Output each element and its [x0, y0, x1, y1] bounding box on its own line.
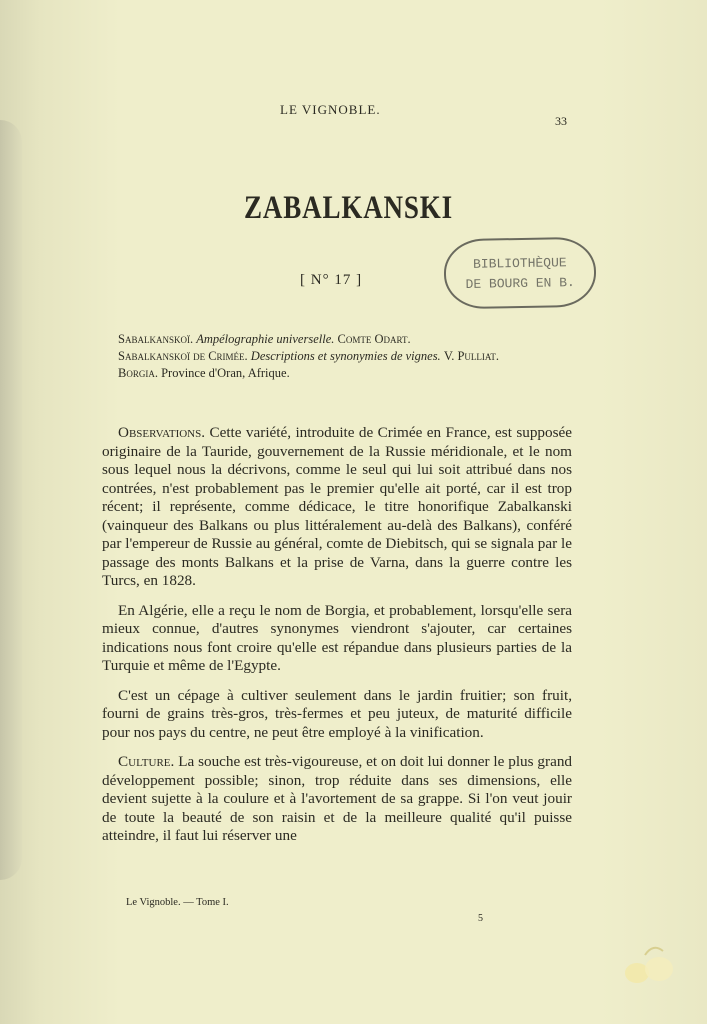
body-text: [102, 424, 572, 857]
reference-source: Ampélographie universelle.: [196, 332, 335, 346]
reference-author: Comte Odart.: [337, 332, 411, 346]
paragraph-text: Cette variété, introduite de Crimée en France, est supposée originaire de la Tauride, gouvernement de la Russie méridionale, et le nom sous lequel nous la décrivons, comme le seul qui lui soit attribué dans nos contrées, n'est probablement pas le premier qu'elle ait porté, car il est trop récent; il représente, comme dédicace, le titre honorifique Zabalkanski (vainqueur des Balkans ou plus littéralement au-delà des Balkans), conféré par l'empereur de Russie au général, comte de Diebitsch, qui se signala par le passage des monts Balkans et la prise de Varna, dans la guerre contre les Turcs, en 1828.: [102, 424, 572, 589]
reference-name: Borgia.: [118, 366, 158, 380]
paragraph-text: La souche est très-vigoureuse, et on doit lui donner le plus grand développement possible; sinon, trop réduite dans ses dimensions, elle devient sujette à la coulure et à l'avortement de sa grappe. Si l'on veut jouir de toute la beauté de son raisin et de la meilleure qualité qu'il puisse atteindre, il faut lui réserver une: [102, 753, 573, 844]
reference-source: Descriptions et synonymies de vignes.: [250, 349, 441, 363]
reference-author: V. Pulliat.: [443, 349, 500, 363]
reference-source: Province d'Oran, Afrique.: [161, 366, 290, 380]
variety-number: [ N° 17 ]: [300, 272, 363, 288]
reference-item: [118, 331, 578, 348]
page-title: ZABALKANSKI: [244, 190, 454, 226]
page-edge-shadow: [0, 120, 22, 880]
reference-name: Sabalkanskoï de Crimée.: [118, 349, 248, 363]
footer-note: Le Vignoble. — Tome I.: [126, 897, 229, 908]
stamp-line-1: BIBLIOTHÈQUE: [472, 255, 567, 272]
paragraph: [102, 602, 572, 676]
paragraph: [102, 753, 572, 846]
stamp-line-2: DE BOURG EN B.: [465, 275, 575, 292]
reference-item: [118, 365, 578, 382]
grape-leaf-icon: [615, 935, 685, 995]
paragraph-lead: Observations.: [118, 424, 206, 441]
references: [118, 331, 578, 382]
paragraph: [102, 687, 572, 743]
paragraph-lead: Culture.: [118, 753, 175, 770]
paragraph-text: En Algérie, elle a reçu le nom de Borgia, et probablement, lorsqu'elle sera mieux connue, d'autres synonymes viendront s'ajouter, car certaines indications nous font croire qu'elle est répandue dans plusieurs parties de la Turquie et même de l'Egypte.: [102, 601, 572, 674]
reference-name: Sabalkanskoï.: [118, 332, 194, 346]
paragraph-text: C'est un cépage à cultiver seulement dans le jardin fruitier; son fruit, fourni de grains très-gros, très-fermes et peu juteux, de maturité difficile pour nos pays du centre, ne peut être employé à la vinification.: [102, 686, 572, 741]
running-head: LE VIGNOBLE.: [280, 102, 381, 117]
signature-mark: 5: [478, 913, 483, 924]
page-number: 33: [555, 114, 567, 128]
paragraph: [102, 424, 572, 591]
library-stamp: [443, 237, 596, 310]
reference-item: [118, 348, 578, 365]
